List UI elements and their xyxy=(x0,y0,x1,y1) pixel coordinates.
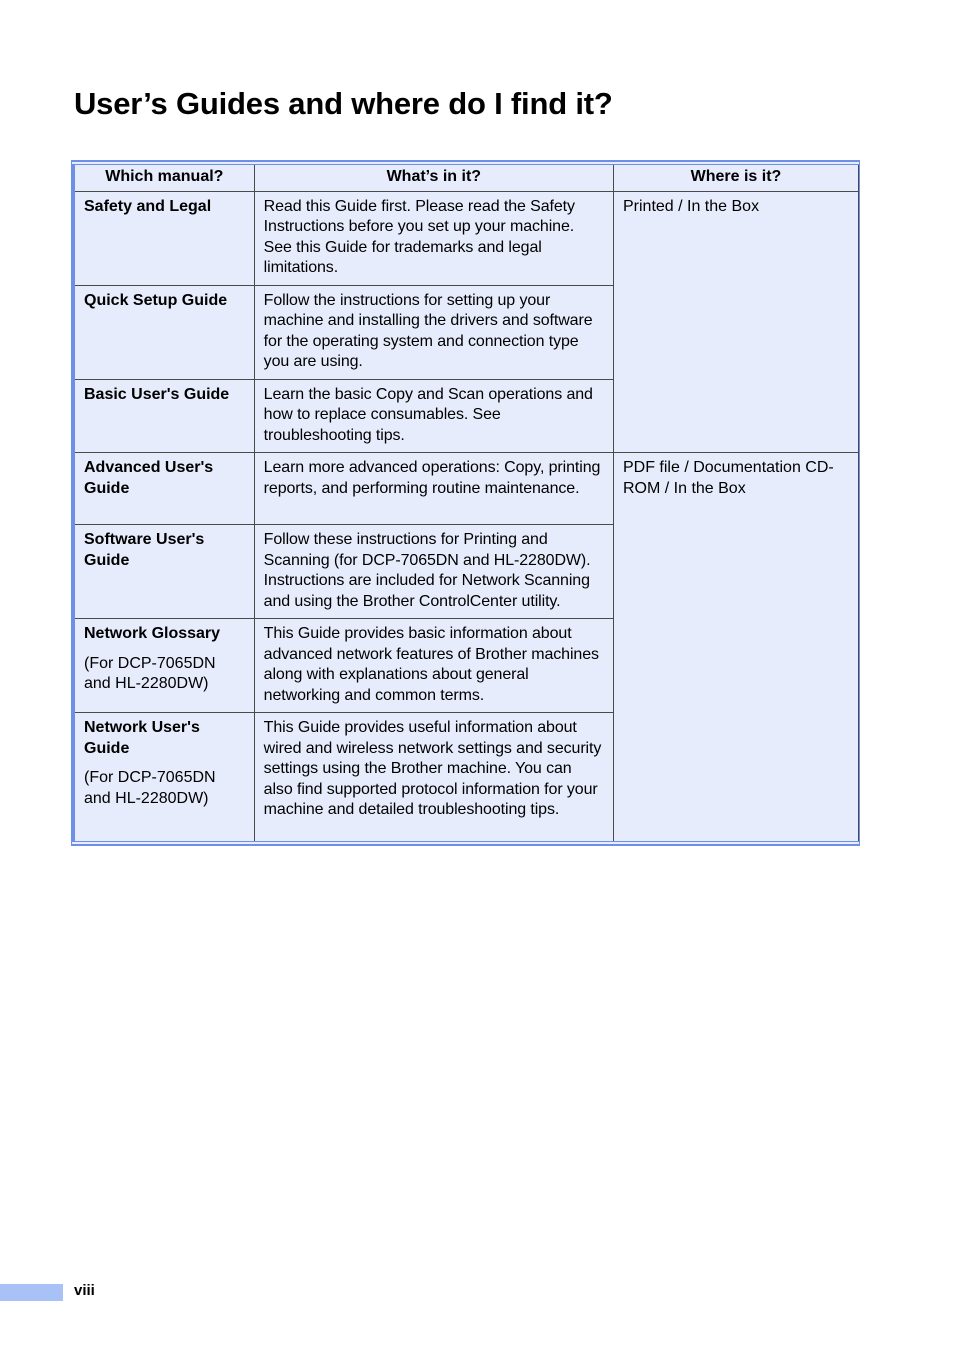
header-whats-in-it: What’s in it? xyxy=(254,163,613,191)
manual-cell xyxy=(74,453,255,525)
location-cell: Printed / In the Box xyxy=(613,191,858,453)
table-row xyxy=(74,191,859,285)
page-title: User’s Guides and where do I find it? xyxy=(74,86,613,121)
description-cell: Learn more advanced operations: Copy, printing reports, and performing routine maintenance. xyxy=(254,453,613,525)
manual-name: Advanced User's Guide xyxy=(84,459,214,497)
guides-table xyxy=(72,161,859,845)
table-header-row xyxy=(74,163,859,191)
header-where-is-it: Where is it? xyxy=(613,163,858,191)
manual-cell xyxy=(74,713,255,843)
manual-cell xyxy=(74,525,255,619)
manual-name: Network Glossary xyxy=(84,625,221,642)
page-number: viii xyxy=(74,1282,95,1299)
manual-name: Safety and Legal xyxy=(84,197,212,215)
description-cell: This Guide provides useful information about wired and wireless network settings and security settings using the Brother machine. You can also find supported protocol information for your machine and detailed troubleshooting tips. xyxy=(254,713,613,843)
description-cell: This Guide provides basic information about advanced network features of Brother machines along with explanations about general networking and common terms. xyxy=(254,619,613,713)
manual-name: Software User's Guide xyxy=(84,531,205,569)
manual-note: (For DCP-7065DN and HL-2280DW) xyxy=(84,654,216,692)
table-row xyxy=(74,453,859,525)
manual-cell xyxy=(74,619,255,713)
description-cell: Follow these instructions for Printing and Scanning (for DCP-7065DN and HL-2280DW). Instructions are included for Network Scanning and using the Brother ControlCenter utility. xyxy=(254,525,613,619)
manual-cell xyxy=(74,285,255,379)
footer-accent-bar xyxy=(0,1284,63,1301)
description-cell: Learn the basic Copy and Scan operations and how to replace consumables. See troubleshooting tips. xyxy=(254,379,613,453)
manual-name: Network User's Guide xyxy=(84,719,200,757)
header-which-manual: Which manual? xyxy=(74,163,255,191)
manual-cell xyxy=(74,191,255,285)
manual-name: Basic User's Guide xyxy=(84,385,230,403)
manual-cell xyxy=(74,379,255,453)
manual-note: (For DCP-7065DN and HL-2280DW) xyxy=(84,769,216,807)
location-cell: PDF file / Documentation CD-ROM / In the Box xyxy=(613,453,858,843)
description-cell: Follow the instructions for setting up your machine and installing the drivers and software for the operating system and connection type you are using. xyxy=(254,285,613,379)
manual-name: Quick Setup Guide xyxy=(84,291,228,309)
description-cell: Read this Guide first. Please read the Safety Instructions before you set up your machine. See this Guide for trademarks and legal limitations. xyxy=(254,191,613,285)
